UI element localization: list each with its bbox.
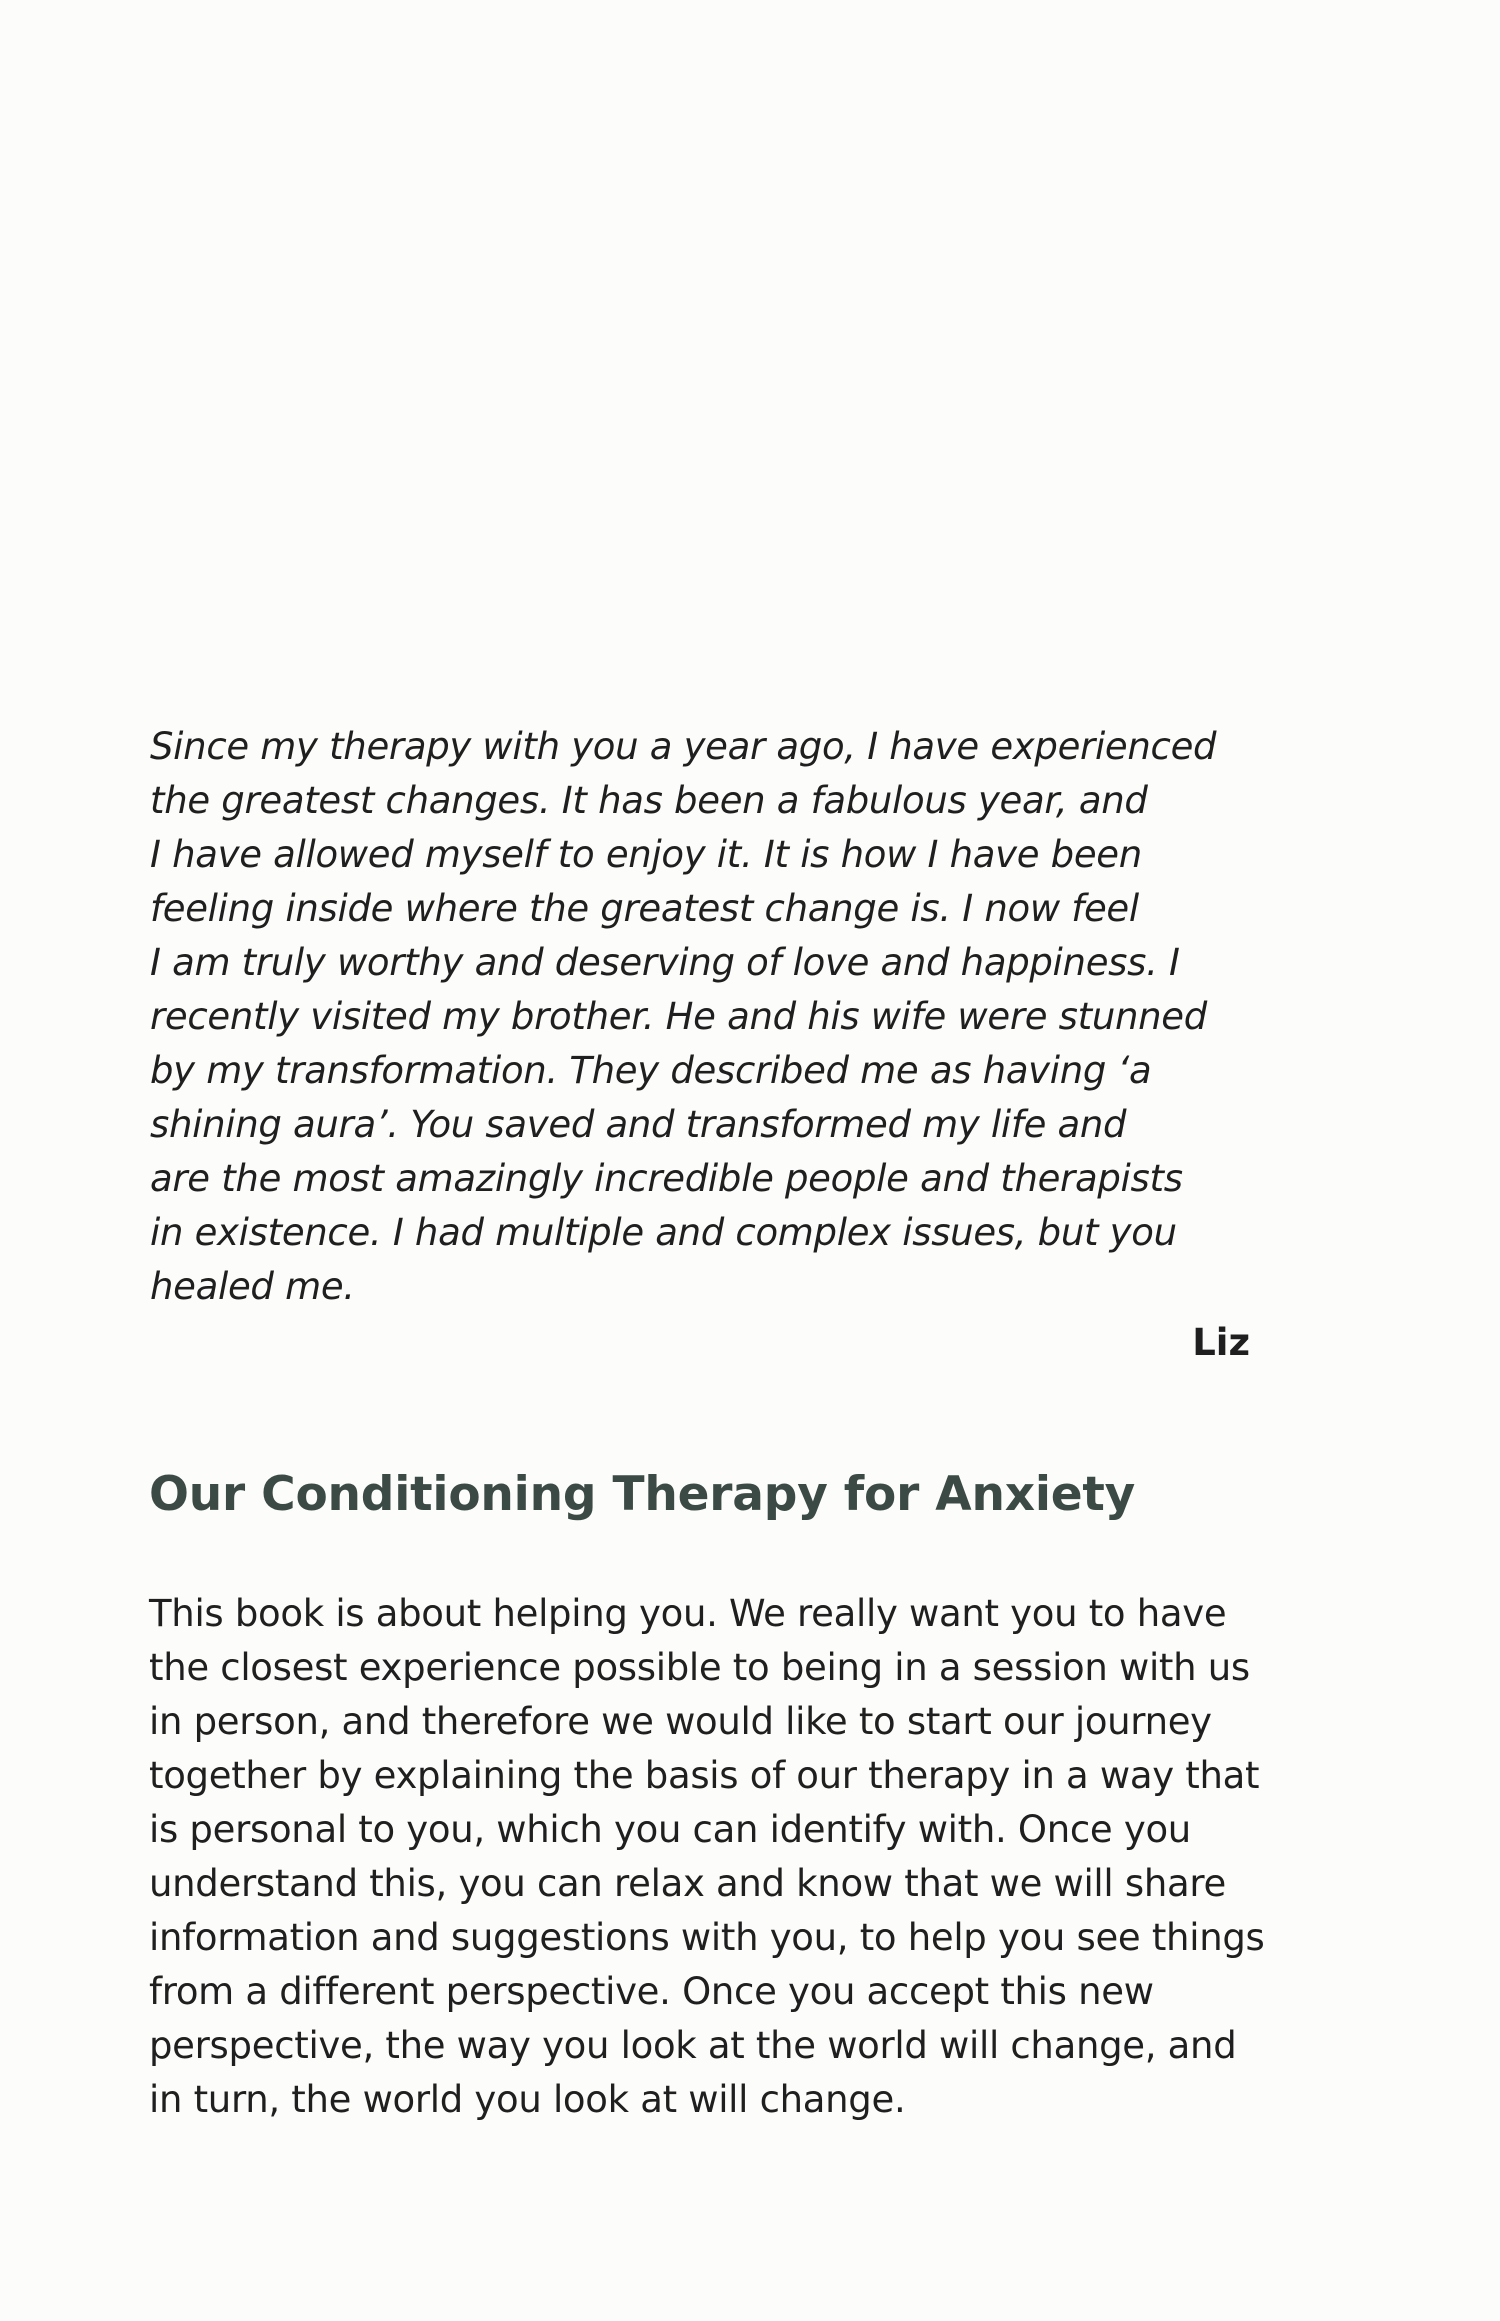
body-line: is personal to you, which you can identify with. Once you — [149, 1808, 1191, 1851]
body-line: in person, and therefore we would like to start our journey — [149, 1700, 1212, 1743]
body-line: the closest experience possible to being in a session with us — [149, 1646, 1250, 1689]
quote-line: feeling inside where the greatest change is. I now feel — [150, 887, 1139, 930]
quote-line: the greatest changes. It has been a fabulous year, and — [150, 779, 1148, 822]
body-line: understand this, you can relax and know that we will share — [149, 1862, 1226, 1905]
body-line: together by explaining the basis of our therapy in a way that — [149, 1754, 1260, 1797]
quote-line: Since my therapy with you a year ago, I have experienced — [150, 725, 1217, 768]
quote-line: I am truly worthy and deserving of love and happiness. I — [150, 941, 1180, 984]
body-line: from a different perspective. Once you accept this new — [149, 1970, 1154, 2013]
body-line: in turn, the world you look at will change. — [149, 2078, 906, 2121]
body-line: perspective, the way you look at the world will change, and — [149, 2024, 1237, 2067]
testimonial-author: Liz — [1192, 1321, 1250, 1364]
quote-line: recently visited my brother. He and his wife were stunned — [150, 995, 1207, 1038]
body-line: information and suggestions with you, to help you see things — [149, 1916, 1265, 1959]
section-heading: Our Conditioning Therapy for Anxiety — [149, 1467, 1136, 1522]
quote-line: in existence. I had multiple and complex issues, but you — [150, 1211, 1177, 1254]
quote-line: healed me. — [150, 1265, 355, 1308]
quote-line: by my transformation. They described me as having ‘a — [150, 1049, 1152, 1092]
quote-line: shining aura’. You saved and transformed my life and — [150, 1103, 1127, 1146]
body-line: This book is about helping you. We really want you to have — [149, 1592, 1227, 1635]
quote-line: are the most amazingly incredible people and therapists — [150, 1157, 1183, 1200]
quote-line: I have allowed myself to enjoy it. It is how I have been — [150, 833, 1142, 876]
